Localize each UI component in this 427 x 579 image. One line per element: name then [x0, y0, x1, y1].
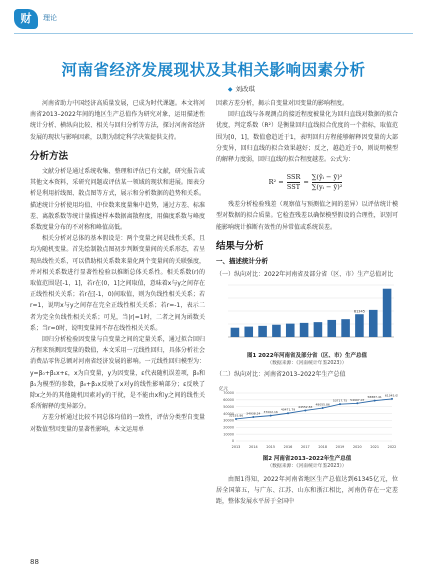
formula-equals: =	[303, 177, 309, 186]
y-tick-label: 40000	[223, 411, 234, 416]
article-title: 河南省经济发展现状及其相关影响因素分析	[61, 61, 366, 79]
data-point	[252, 416, 254, 418]
bar	[300, 323, 309, 337]
figure-caption: 图1 2022年河南省及部分省（区、市）生产总值	[246, 352, 368, 359]
x-tick-label: 2022	[387, 444, 397, 449]
figure-2	[216, 381, 398, 455]
y-tick-label: 70000	[223, 391, 234, 396]
data-point	[391, 398, 393, 400]
data-label: 53717.75	[332, 398, 348, 403]
data-point	[374, 399, 376, 401]
x-tick-label: 2017	[301, 444, 310, 449]
formula-numerator: ∑(ŷᵢ − ȳ)²	[311, 172, 343, 181]
y-tick-label: 30000	[223, 418, 234, 423]
subsubsection-heading: （二）纵向对比：河南省2013–2022年生产总值	[216, 370, 346, 378]
bar	[383, 289, 392, 337]
intro-paragraph: 河南省助力中国经济高质量发展，已成为时代课题。本文将河南省2013–2022年间的地区生产总值作为研究对象，运用描述性统计分析、横纵向比较、相关与回归分析等方法，探讨河南省经济发展的现状与影响因素，以期为制定科学决策提供支持。	[30, 100, 205, 141]
journal-logo: 财	[14, 9, 38, 29]
figure-source: （数据来源：《河南统计年鉴2023》）	[267, 464, 347, 470]
r-squared-formula	[216, 167, 398, 197]
formula-lhs: R² =	[268, 177, 284, 186]
data-label: 58887.41	[367, 394, 382, 399]
x-tick-label: 2021	[370, 444, 379, 449]
section-heading-results: 结果与分析	[216, 240, 264, 252]
left-column	[30, 98, 205, 435]
bar	[327, 320, 336, 337]
bar	[286, 324, 295, 337]
right-column	[216, 98, 398, 508]
x-tick-label: 2015	[266, 444, 275, 449]
subsection-heading: 一、描述统计分析	[216, 257, 268, 266]
bar-chart	[216, 281, 398, 347]
data-label: 37002.16	[263, 409, 278, 414]
bar	[341, 320, 350, 338]
x-tick-label: 2020	[353, 444, 362, 449]
data-label: 54997.07	[350, 397, 365, 402]
data-point	[235, 418, 237, 420]
formula-denominator: SST	[286, 182, 301, 191]
y-axis-label: 亿元	[219, 386, 228, 392]
figure-source: （数据来源：《河南统计年鉴2023》）	[267, 360, 347, 366]
data-point	[356, 402, 358, 404]
subsubsection-heading: （一）纵向对比：2022年河南省及部分省（区、市）生产总值对比	[216, 271, 394, 279]
bar	[355, 315, 364, 338]
bar	[314, 323, 323, 338]
paragraph: 由图1得知，2022年河南省地区生产总值达到61345亿元，位居全国第五，与广东、江苏、山东和浙江相比，河南仍存在一定差距，整体发展水平居于全国中	[216, 476, 398, 506]
data-label: 44552.83	[298, 404, 313, 409]
x-tick-label: 2016	[283, 444, 293, 449]
section-heading-method: 分析方法	[30, 150, 69, 162]
paragraph: 回归直线与各观测点的接近程度被量化为回归直线对数据的拟合优度，判定系数（R²）是衡量回归直线拟合优度的一个指标，取值范围为[0，1]，数值愈趋近于1，表明回归方程能够解释因变量的大部分变异，回归直线的拟合效果越好；反之，越趋近于0，则说明模型的解释力度弱，回归直线的拟合程度越差。公式为：	[216, 111, 398, 164]
data-label: 32155.86	[228, 413, 244, 418]
paragraph: 回归分析检验因变量与自变量之间的定量关系，通过拟合回归方程来预测因变量的数值，本文采用一元线性回归，具体分析社会消费品零售总额对河南省经济发展的影响。一元线性回归模型为：y=β₀+β₁x+ε，x为自变量，y为因变量，ε代表随机误差项，β₀和β₁为模型的参数，β₀+β₁x反映了x对y的线性影响部分；ε反映了除x之外的其他随机因素对y的干扰，是不能由x和y之间的线性关系所解释的变异部分。	[30, 336, 205, 411]
y-tick-label: 20000	[223, 425, 234, 430]
x-tick-label: 2013	[231, 444, 241, 449]
page-number: 88	[30, 558, 39, 566]
paragraph: 残差分析检验残差（观察值与预测值之间的差异）以评估统计模型对数据的拟合质量。它检查残差以确保模型假设的合理性，识别可能影响统计推断有效性的异常值或系统误差。	[216, 201, 398, 231]
data-point	[270, 414, 272, 416]
header-rule	[14, 33, 413, 34]
data-label: 61345	[353, 310, 365, 315]
bar	[244, 327, 253, 337]
y-tick-label: 0	[231, 439, 234, 444]
section-label: 理论	[43, 14, 57, 22]
bar	[272, 325, 281, 337]
formula-numerator: SSR	[286, 172, 301, 181]
data-point	[287, 412, 289, 414]
y-tick-label: 10000	[223, 432, 234, 437]
data-label: 61345.05	[384, 393, 398, 398]
data-point	[304, 409, 306, 411]
author-line	[228, 84, 255, 93]
paragraph: 相关分析对总体的基本假设是：两个变量之间是线性关系，且均为随机变量。首先绘制散点图初步判断变量间的关系形态，若呈现出线性关系，可以借助相关系数来量化两个变量间的关联强度，并对相关系数进行显著性检验以推断总体关系性。相关系数(r)的取值范围是[-1，1]，若r在(0，1]之间取值，意味着x与y之间存在正线性相关关系；若r在[-1，0)间取值，则为负线性相关关系；若r=1，说明x与y之间存在完全正线性相关关系；若r=-1，表示二者为完全负线性相关关系；可见，当|r|=1时，二者之间为函数关系；当r=0时，说明变量间不存在线性相关关系。	[30, 235, 205, 332]
diamond-icon: ◆	[227, 86, 233, 93]
x-tick-label: 2018	[318, 444, 327, 449]
paragraph: 因素方差分析，揭示自变量对因变量的影响程度。	[216, 100, 349, 107]
line-chart	[216, 381, 398, 451]
y-tick-label: 50000	[223, 404, 234, 409]
x-tick-label: 2019	[335, 444, 345, 449]
bar	[231, 328, 240, 337]
figure-1	[216, 281, 398, 351]
data-label: 40471.79	[280, 407, 296, 412]
series-line	[236, 399, 392, 419]
fraction	[312, 173, 343, 192]
paragraph: 方差分析通过比较不同总体均值的一致性，评估分类型自变量对数值型因变量的显著性影响，本文运用单	[30, 414, 205, 433]
data-point	[339, 403, 341, 405]
data-point	[322, 407, 324, 409]
bar	[369, 310, 378, 337]
y-tick-label: 60000	[223, 397, 234, 402]
fraction	[287, 173, 301, 192]
data-label: 48055.86	[315, 402, 330, 407]
x-tick-label: 2014	[249, 444, 258, 449]
paragraph: 文献分析是通过系统收集、整理和评估已有文献，研究报告或其他文本资料，采研究问题或评估某一领域的现状和进展。图表分析是利用折线图、散点图等方式，展示和分析数据的趋势和关系。描述统计分析使用均值、中位数来度量集中趋势，通过方差、标准差、离散系数等统计量描述样本数据离散程度，用偏度系数与峰度系数度量分布的不对称和峰值高低。	[30, 168, 205, 232]
figure-caption: 图2 河南省2013–2022年生产总值	[262, 456, 352, 463]
author-name: 刘改琪	[235, 85, 255, 93]
data-label: 34938.24	[246, 411, 261, 416]
formula-denominator: ∑(yᵢ − ȳ)²	[311, 182, 343, 191]
bar	[258, 326, 267, 337]
